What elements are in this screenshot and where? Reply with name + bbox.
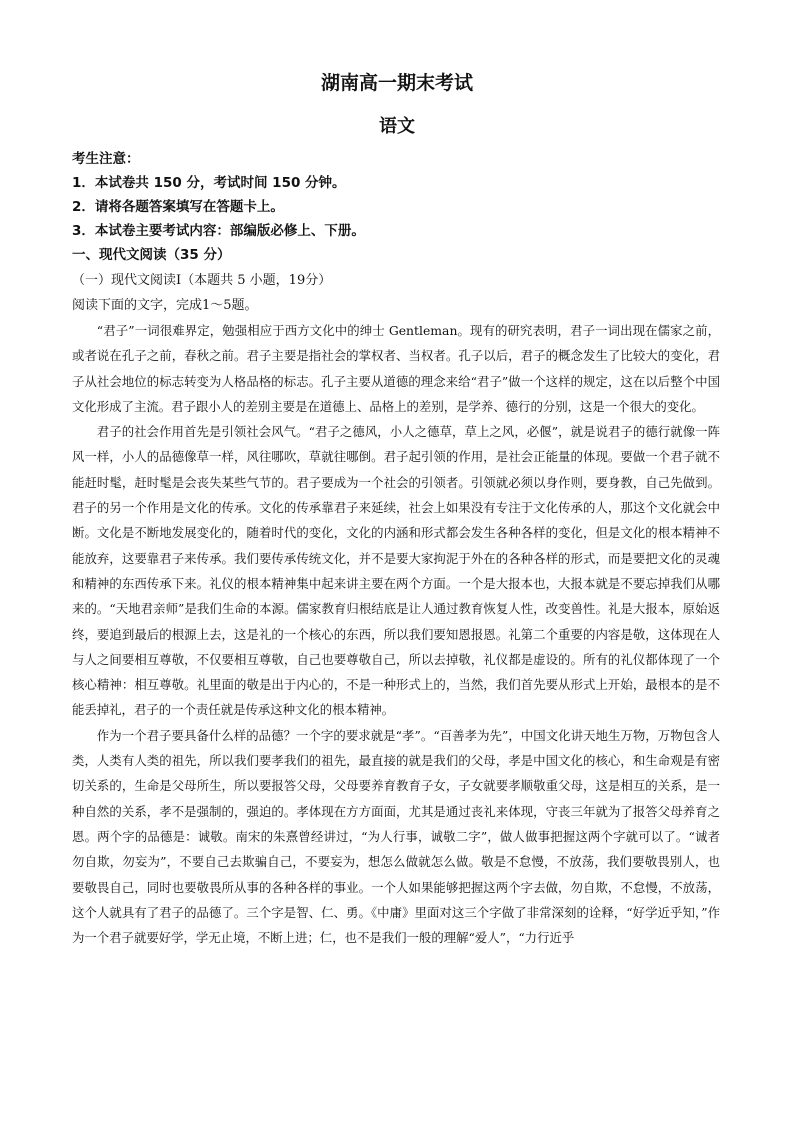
- subject-title: 语文: [379, 116, 415, 137]
- section-subheading: （一）现代文阅读Ⅰ（本题共 5 小题，19分）: [72, 273, 332, 288]
- notice-item: 3．本试卷主要考试内容：部编版必修上、下册。: [72, 223, 365, 239]
- section-heading: 一、现代文阅读（35 分）: [72, 247, 231, 263]
- reading-passage: [72, 318, 720, 950]
- passage-paragraph: 作为一个君子要具备什么样的品德？一个字的要求就是“孝”。“百善孝为先”，中国文化讲天地生万物，万物包含人类，人类有人类的祖先，所以我们要孝我们的祖先，最直接的就是我们的父母，孝是中国文化的核心，和生命观是有密切关系的，生命是父母所生，所以要报答父母，父母要养育教育子女，子女就要孝顺敬重父母，这是相互的关系，是一种自然的关系，孝不是强制的，强迫的。孝体现在方方面面，尤其是通过丧礼来体现，守丧三年就为了报答父母养育之恩。两个字的品德是：诚敬。南宋的朱熹曾经讲过，“为人行事，诚敬二字”，做人做事把握这两个字就可以了。“诚者勿自欺，勿妄为”，不要自己去欺骗自己，不要妄为，想怎么做就怎么做。敬是不怠慢，不放荡，我们要敬畏别人，也要敬畏自己，同时也要敬畏所从事的各种各样的事业。一个人如果能够把握这两个字去做，勿自欺，不怠慢，不放荡，这个人就具有了君子的品德了。三个字是智、仁、勇。《中庸》里面对这三个字做了非常深刻的诠释，“好学近乎知，”作为一个君子就要好学，学无止境，不断上进；仁，也不是我们一般的理解“爱人”，“力行近乎: [72, 727, 720, 946]
- reading-instruction: 阅读下面的文字，完成1～5题。: [72, 298, 258, 313]
- exam-title: 湖南高一期末考试: [320, 72, 473, 94]
- passage-paragraph: “君子”一词很难界定，勉强相应于西方文化中的绅士 Gentleman。现有的研究表明，君子一词出现在儒家之前，或者说在孔子之前，春秋之前。君子主要是指社会的掌权者、当权者。孔子以后，君子的概念发生了比较大的变化，君子从社会地位的标志转变为人格品格的标志。孔子主要从道德的理念来给“君子”做一个这样的规定，这在以后整个中国文化形成了主流。君子跟小人的差别主要是在道德上、品格上的差别，是学养、德行的分别，这是一个很大的变化。: [72, 323, 720, 414]
- notice-item: 2．请将各题答案填写在答题卡上。: [72, 199, 284, 215]
- passage-paragraph: 君子的社会作用首先是引领社会风气。“君子之德风，小人之德草，草上之风，必偃”，就是说君子的德行就像一阵风一样，小人的品德像草一样，风往哪吹，草就往哪倒。君子起引领的作用，是社会正能量的体现。要做一个君子就不能赶时髦，赶时髦是会丧失某些气节的。君子要成为一个社会的引领者。引领就必须以身作则，要身教，自己先做到。君子的另一个作用是文化的传承。文化的传承靠君子来延续，社会上如果没有专注于文化传承的人，那这个文化就会中断。文化是不断地发展变化的，随着时代的变化，文化的内涵和形式都会发生各种各样的变化，但是文化的根本精神不能放弃，这要靠君子来传承。我们要传承传统文化，并不是要大家拘泥于外在的各种各样的形式，而是要把文化的灵魂和精神的东西传承下来。礼仪的根本精神集中起来讲主要在两个方面。一个是大报本也，大报本就是不要忘掉我们从哪来的。“天地君亲师”是我们生命的本源。儒家教育归根结底是让人通过教育恢复人性，改变兽性。礼是大报本，原始返终，要追到最后的根源上去，这是礼的一个核心的东西，所以我们要知恩报恩。礼第二个重要的内容是敬，这体现在人与人之间要相互尊敬，不仅要相互尊敬，自己也要尊敬自己，所以去掉敬，礼仪都是虚设的。所有的礼仪都体现了一个核心精神：相互尊敬。礼里面的敬是出于内心的，不是一种形式上的，当然，我们首先要从形式上开始，最根本的是不能丢掉礼，君子的一个责任就是传承这种文化的根本精神。: [72, 424, 720, 718]
- notice-item: 1．本试卷共 150 分，考试时间 150 分钟。: [72, 175, 346, 191]
- notice-heading: 考生注意：: [72, 151, 140, 167]
- exam-notice: [72, 147, 732, 267]
